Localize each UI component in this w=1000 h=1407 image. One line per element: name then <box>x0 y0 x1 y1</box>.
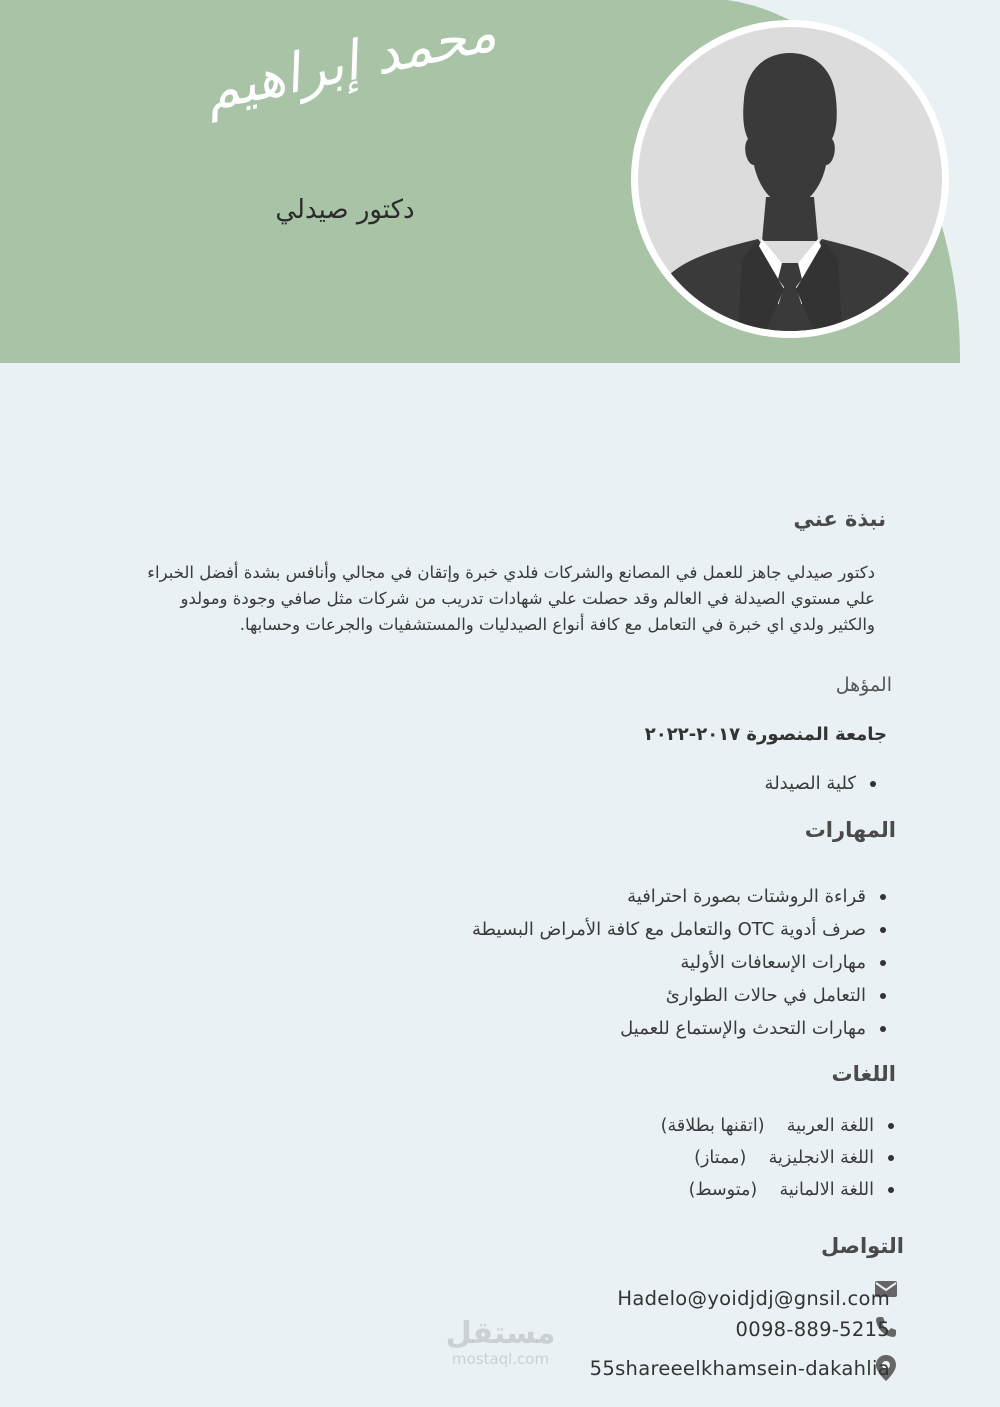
list-item: مهارات الإسعافات الأولية <box>472 946 892 979</box>
skills-list <box>472 880 892 1045</box>
language-item <box>661 1142 900 1174</box>
person-name: محمد إبراهيم <box>198 0 502 124</box>
contact-title: التواصل <box>820 1234 904 1258</box>
qualification-title: المؤهل <box>835 674 892 696</box>
profile-photo <box>631 20 949 338</box>
language-name: اللغة الانجليزية <box>768 1148 874 1168</box>
language-level: (ممتاز) <box>694 1148 747 1168</box>
languages-list <box>661 1110 900 1206</box>
list-item: كلية الصيدلة <box>765 770 882 798</box>
language-level: (متوسط) <box>688 1180 758 1200</box>
languages-title: اللغات <box>831 1062 896 1086</box>
language-level: (اتقنها بطلاقة) <box>660 1116 765 1136</box>
about-title: نبذة عني <box>793 507 886 531</box>
list-item: مهارات التحدث والإستماع للعميل <box>472 1012 892 1045</box>
contact-phone[interactable]: 0098-889-5215 <box>735 1317 890 1341</box>
qualification-list <box>765 770 882 798</box>
avatar-silhouette <box>638 27 942 331</box>
watermark-arabic: مستقل <box>445 1316 556 1351</box>
about-line: علي مستوي الصيدلة في العالم وقد حصلت علي شهادات تدريب من شركات مثل صافي وجودة ومولدو <box>180 589 875 608</box>
list-item: صرف أدوية OTC والتعامل مع كافة الأمراض البسيطة <box>472 913 892 946</box>
list-item: قراءة الروشتات بصورة احترافية <box>472 880 892 913</box>
language-name: اللغة الالمانية <box>779 1180 874 1200</box>
about-line: والكثير ولدي اي خبرة في التعامل مع كافة أنواع الصيدليات والمستشفيات والجرعات وحسابها. <box>239 615 875 634</box>
language-item <box>661 1110 900 1142</box>
list-item: التعامل في حالات الطوارئ <box>472 979 892 1012</box>
about-line: دكتور صيدلي جاهز للعمل في المصانع والشركات فلدي خبرة وإتقان في مجالي وأنافس بشدة أفضل الخبراء <box>147 563 875 582</box>
person-silhouette-icon <box>638 27 942 331</box>
watermark-latin: mostaql.com <box>451 1350 550 1368</box>
about-text <box>45 560 875 638</box>
job-title: دكتور صيدلي <box>275 195 415 225</box>
language-name: اللغة العربية <box>786 1116 874 1136</box>
skills-title: المهارات <box>804 818 896 842</box>
contact-email[interactable]: Hadelo@yoidjdj@gnsil.com <box>617 1286 890 1310</box>
language-item <box>661 1174 900 1206</box>
watermark <box>438 1318 563 1368</box>
contact-address: 55shareeelkhamsein-dakahlia <box>589 1356 890 1380</box>
university-name: جامعة المنصورة ٢٠١٧-٢٠٢٢ <box>644 724 887 745</box>
